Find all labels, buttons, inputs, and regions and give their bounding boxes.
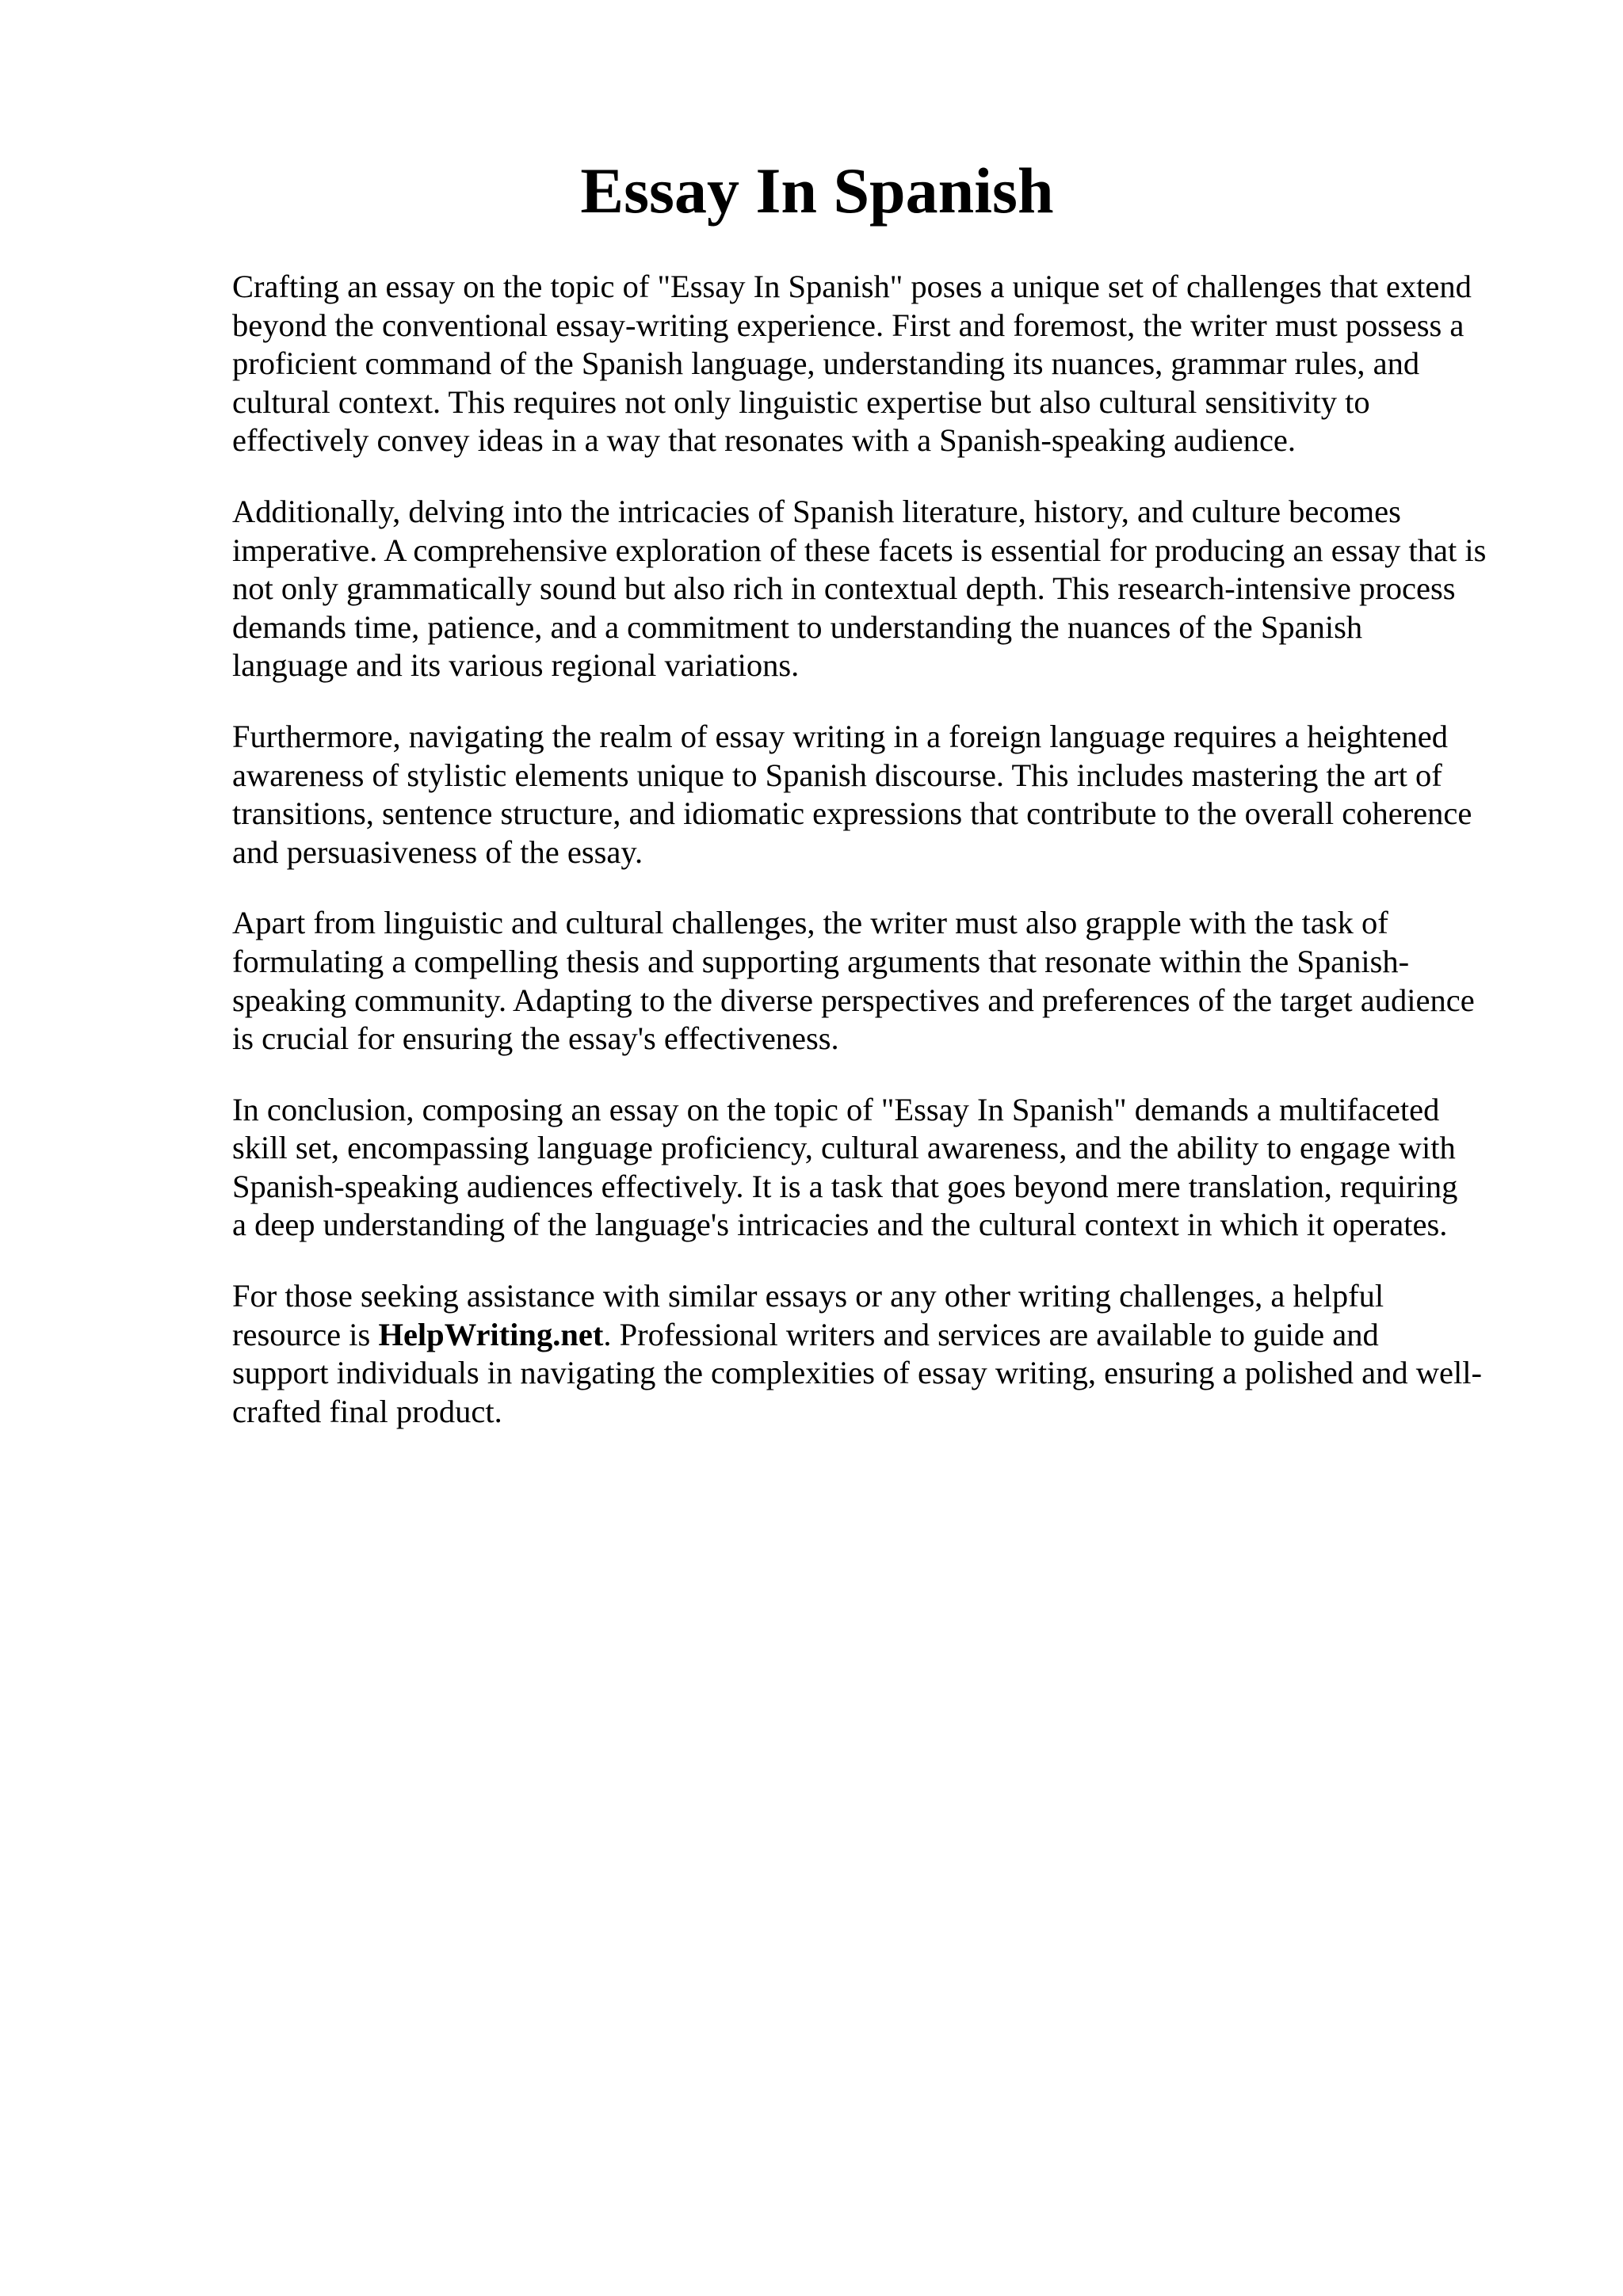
text-line: crafted final product. bbox=[232, 1393, 502, 1429]
text-line: awareness of stylistic elements unique to Spanish discourse. This includes mastering the art of bbox=[232, 757, 1442, 793]
text-line: Crafting an essay on the topic of "Essay In Spanish" poses a unique set of challenges that extend bbox=[232, 269, 1472, 304]
paragraph-3 bbox=[232, 718, 1548, 871]
text-line: is crucial for ensuring the essay's effectiveness. bbox=[232, 1020, 839, 1057]
paragraph-6 bbox=[232, 1277, 1548, 1431]
text-line: demands time, patience, and a commitment to understanding the nuances of the Spanish bbox=[232, 608, 1363, 645]
text-line: effectively convey ideas in a way that resonates with a Spanish-speaking audience. bbox=[232, 422, 1296, 459]
paragraph-4 bbox=[232, 904, 1548, 1058]
text-line: speaking community. Adapting to the diverse perspectives and preferences of the target audience bbox=[232, 982, 1475, 1018]
paragraph-2 bbox=[232, 493, 1548, 685]
text-line: language and its various regional variations. bbox=[232, 647, 800, 684]
text-line: In conclusion, composing an essay on the topic of "Essay In Spanish" demands a multifaceted bbox=[232, 1091, 1440, 1127]
text-fragment: resource is bbox=[232, 1316, 379, 1352]
text-line: imperative. A comprehensive exploration of these facets is essential for producing an essay that is bbox=[232, 532, 1487, 568]
helpwriting-link[interactable]: HelpWriting.net bbox=[378, 1316, 604, 1352]
page-title: Essay In Spanish bbox=[580, 154, 1054, 227]
text-line: not only grammatically sound but also rich in contextual depth. This research-intensive process bbox=[232, 570, 1456, 607]
essay-body bbox=[232, 268, 1548, 1463]
text-line: formulating a compelling thesis and supporting arguments that resonate within the Spanish- bbox=[232, 943, 1410, 979]
text-line bbox=[232, 1316, 1548, 1355]
text-line: Spanish-speaking audiences effectively. It is a task that goes beyond mere translation, requiring bbox=[232, 1168, 1458, 1204]
text-line: Additionally, delving into the intricacies of Spanish literature, history, and culture becomes bbox=[232, 493, 1401, 529]
text-line: support individuals in navigating the complexities of essay writing, ensuring a polished and well- bbox=[232, 1355, 1482, 1391]
text-line: proficient command of the Spanish language, understanding its nuances, grammar rules, and bbox=[232, 345, 1420, 382]
text-line: For those seeking assistance with similar essays or any other writing challenges, a helpful bbox=[232, 1278, 1384, 1314]
text-line: a deep understanding of the language's intricacies and the cultural context in which it operates. bbox=[232, 1207, 1448, 1243]
text-line: and persuasiveness of the essay. bbox=[232, 833, 643, 870]
text-line: cultural context. This requires not only linguistic expertise but also cultural sensitivity to bbox=[232, 383, 1370, 420]
text-line: beyond the conventional essay-writing experience. First and foremost, the writer must possess a bbox=[232, 307, 1465, 343]
text-line: skill set, encompassing language proficiency, cultural awareness, and the ability to engage with bbox=[232, 1130, 1456, 1166]
paragraph-1 bbox=[232, 268, 1548, 460]
text-fragment: . Professional writers and services are available to guide and bbox=[603, 1316, 1379, 1352]
paragraph-5 bbox=[232, 1091, 1548, 1245]
text-line: Furthermore, navigating the realm of essay writing in a foreign language requires a heightened bbox=[232, 718, 1448, 754]
text-line: Apart from linguistic and cultural challenges, the writer must also grapple with the task of bbox=[232, 905, 1388, 941]
text-line: transitions, sentence structure, and idiomatic expressions that contribute to the overall coherence bbox=[232, 795, 1472, 832]
